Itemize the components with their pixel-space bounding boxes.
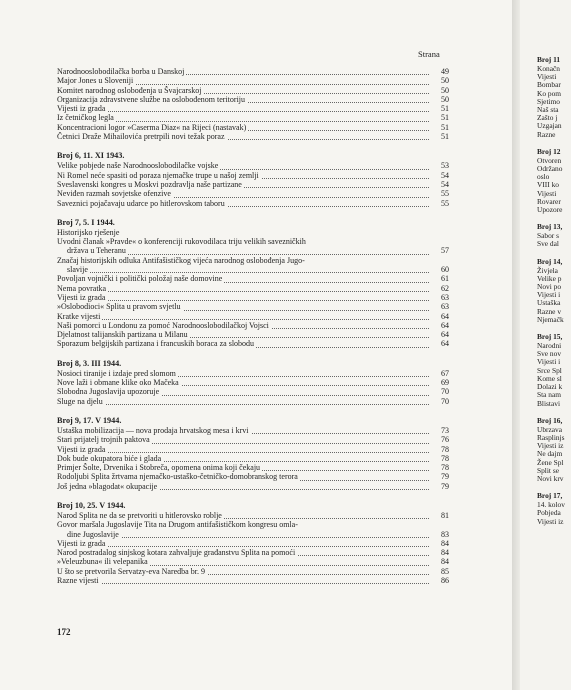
toc-entry-title: Primjer Šolte, Drvenika i Stobreča, opomena onima koji čekaju	[57, 463, 261, 473]
toc-entry-title: Sluge na djelu	[57, 396, 103, 406]
toc-entry	[57, 539, 449, 548]
toc-entry	[57, 104, 449, 113]
toc-entry	[57, 76, 449, 85]
right-toc-line: Vijesti	[537, 72, 557, 82]
toc-entry-page: 50	[431, 86, 449, 95]
toc-entry-title: dine Jugoslavije	[67, 529, 119, 539]
toc-entry-page: 49	[431, 67, 449, 76]
toc-entry-title: U što se pretvorila Servatzy-eva Naredba br. 9	[57, 566, 205, 576]
toc-entry	[57, 246, 449, 255]
dot-leader	[57, 404, 429, 405]
toc-entry-title: Sporazum belgijskih partizana i francuskih boraca za slobodu	[57, 339, 255, 349]
right-toc-line: Razne v	[537, 306, 562, 316]
toc-entry-title: Velike pobjede naše Narodnooslobodilačke vojske	[57, 161, 219, 171]
right-toc-line: Ne dajm	[537, 449, 563, 459]
right-toc-line: Zašto j	[537, 113, 558, 123]
toc-entry-page: 84	[431, 548, 449, 557]
toc-entry	[57, 463, 449, 472]
toc-entry-page: 55	[431, 199, 449, 208]
toc-entry-page: 64	[431, 330, 449, 339]
right-page-fragment	[520, 0, 571, 690]
toc-entry	[57, 113, 449, 122]
toc-entry	[57, 369, 449, 378]
toc-entry-page: 64	[431, 321, 449, 330]
toc-entry-page: 51	[431, 104, 449, 113]
right-toc-line: Rovarer	[537, 196, 561, 206]
right-toc-line: Sve dal	[537, 239, 559, 249]
right-toc-line: Upozore	[537, 205, 563, 215]
toc-entry	[57, 378, 449, 387]
toc-entry	[57, 293, 449, 302]
toc-entry-title: Nove laži i obmane klike oko Mačeka	[57, 378, 179, 388]
toc-entry	[57, 302, 449, 311]
toc-entry-title: Još jedna »blagodat« okupacije	[57, 481, 158, 491]
toc-entry-page: 69	[431, 378, 449, 387]
toc-entry	[57, 132, 449, 141]
right-section-title: Broj 13,	[537, 222, 563, 232]
dot-leader	[67, 537, 429, 538]
toc-entry-title: Saveznici pojačavaju udarce po hitlerovskom taboru	[57, 198, 225, 208]
right-toc-line: Dolazi k	[537, 382, 563, 392]
dot-leader	[57, 319, 429, 320]
toc-entry	[57, 161, 449, 170]
dot-leader	[67, 272, 429, 273]
toc-entry	[57, 228, 449, 237]
toc-entry-title: Organizacija zdravstvene službe na oslobođenom teritoriju	[57, 94, 246, 104]
right-toc-line: Novi krv	[537, 473, 564, 483]
toc-entry	[57, 339, 449, 348]
toc-entry-page: 78	[431, 454, 449, 463]
right-toc-line: Održano	[537, 164, 563, 174]
toc-entry-page: 60	[431, 265, 449, 274]
toc-entry-page: 79	[431, 482, 449, 491]
toc-entry	[57, 171, 449, 180]
toc-entry-title: država u Teheranu	[67, 246, 126, 256]
toc-entry	[57, 576, 449, 585]
right-toc-line: 14. kolov	[537, 500, 565, 510]
toc-entry-title: Djelatnost talijanskih partizana u Milanu	[57, 330, 188, 340]
right-toc-line: Pobjeda	[537, 508, 561, 518]
toc-entry-page: 64	[431, 312, 449, 321]
dot-leader	[57, 583, 429, 584]
toc-entry-page: 63	[431, 293, 449, 302]
right-section-title: Broj 12	[537, 146, 561, 156]
toc-entry	[57, 256, 449, 265]
toc-entry-page: 63	[431, 302, 449, 311]
right-toc-line: Otvoren	[537, 155, 562, 165]
toc-entry	[57, 67, 449, 76]
right-toc-line: Novi po	[537, 282, 562, 292]
section-title: Broj 6, 11. XI 1943.	[57, 151, 125, 161]
toc-entry-title: Povoljan vojnički i politički položaj naše domovine	[57, 274, 223, 284]
toc-entry-page: 70	[431, 397, 449, 406]
toc-entry-page: 78	[431, 445, 449, 454]
right-toc-line: Sabor s	[537, 231, 559, 241]
right-toc-line: Narodni	[537, 341, 562, 351]
toc-entry	[57, 387, 449, 396]
toc-entry-page: 50	[431, 95, 449, 104]
toc-entry	[57, 86, 449, 95]
dot-leader	[57, 291, 429, 292]
right-toc-line: Živjela	[537, 265, 558, 275]
right-toc-line: Rasplinjs	[537, 432, 565, 442]
right-toc-line: Razne	[537, 129, 556, 139]
right-toc-line: Vijesti i	[537, 357, 561, 367]
page-number: 172	[57, 627, 71, 637]
book-gutter	[512, 0, 520, 690]
toc-entry-title: »Veleuzbuna« ili velepanika	[57, 557, 148, 567]
toc-entry	[57, 199, 449, 208]
right-toc-line: Njemačk	[537, 314, 564, 324]
page-column-header: Strana	[418, 49, 440, 59]
toc-entry-page: 79	[431, 472, 449, 481]
table-of-contents	[57, 67, 449, 585]
right-section-title: Broj 14,	[537, 256, 563, 266]
toc-entry	[57, 312, 449, 321]
toc-entry	[57, 445, 449, 454]
right-toc-line: Vijesti iz	[537, 516, 564, 526]
right-toc-line: Ubrzava	[537, 424, 563, 434]
toc-entry-title: Stari prijatelj trojnih paktova	[57, 435, 150, 445]
toc-entry-title: Narod Splita ne da se pretvoriti u hitlerovsko roblje	[57, 510, 222, 520]
section-title: Broj 8, 3. III 1944.	[57, 358, 122, 368]
right-toc-line: Ko pom	[537, 88, 562, 98]
toc-entry-page: 55	[431, 189, 449, 198]
toc-entry-title: Nosioci tiranije i izdaje pred slomom	[57, 368, 176, 378]
toc-entry	[57, 520, 449, 529]
toc-entry	[57, 530, 449, 539]
right-toc-line: Vijesti	[537, 188, 557, 198]
right-section-title: Broj 15,	[537, 332, 563, 342]
toc-entry	[57, 567, 449, 576]
toc-entry-title: slavije	[67, 265, 88, 275]
right-toc-line: Sve nov	[537, 349, 562, 359]
toc-entry	[57, 123, 449, 132]
toc-entry-title: Rodoljubi Splita žrtvama njemačko-ustaško-četničko-domobranskog terora	[57, 472, 298, 482]
toc-entry	[57, 265, 449, 274]
right-toc-line: Žene Spl	[537, 457, 564, 467]
right-toc-line: Naš sta	[537, 105, 559, 115]
toc-entry-page: 81	[431, 511, 449, 520]
right-toc-line: Uzgajan	[537, 121, 562, 131]
toc-entry-title: Narodnooslobodilačka borba u Danskoj	[57, 67, 185, 76]
toc-entry-title: Komitet narodnog oslobođenja u Švajcarskoj	[57, 85, 202, 95]
toc-entry-title: »Oslobodioci« Splita u pravom svjetlu	[57, 302, 181, 312]
toc-entry	[57, 426, 449, 435]
right-toc-line: Velike p	[537, 273, 562, 283]
toc-entry-title: Naši pomorci u Londonu za pomoć Narodnooslobodilačkoj Vojsci	[57, 320, 269, 330]
toc-entry	[57, 321, 449, 330]
toc-entry-title: Narod postradalog sinjskog kotara zahvaljuje građanstvu Splita na pomoći	[57, 548, 296, 558]
right-section-title: Broj 17,	[537, 491, 563, 501]
toc-entry-page: 62	[431, 284, 449, 293]
toc-entry	[57, 472, 449, 481]
right-toc-line: Bombar	[537, 80, 561, 90]
toc-entry-page: 51	[431, 113, 449, 122]
toc-entry-title: Uvodni članak »Pravde« o konferenciji rukovodilaca triju velikih savezničkih	[57, 237, 306, 247]
dot-leader	[57, 111, 429, 112]
toc-entry-title: Koncentracioni logor »Caserma Diaz« na Rijeci (nastavak)	[57, 122, 247, 132]
toc-entry-page: 85	[431, 567, 449, 576]
right-toc-line: Kome sl	[537, 373, 562, 383]
toc-entry-page: 84	[431, 539, 449, 548]
toc-entry-page: 86	[431, 576, 449, 585]
right-page-toc	[537, 55, 571, 526]
toc-entry	[57, 548, 449, 557]
toc-entry	[57, 454, 449, 463]
right-section-title: Broj 11	[537, 55, 561, 64]
right-toc-line: Vijesti i	[537, 290, 561, 300]
toc-entry-page: 76	[431, 435, 449, 444]
right-toc-line: oslo	[537, 172, 550, 182]
toc-entry-page: 64	[431, 339, 449, 348]
toc-entry-title: Ni Romel neće spasiti od poraza njemačke trupe u našoj zemlji	[57, 170, 259, 180]
toc-entry-title: Dok bude okupatora biće i glada	[57, 453, 162, 463]
toc-entry-title: Razne vijesti	[57, 576, 99, 586]
section-title: Broj 10, 25. V 1944.	[57, 500, 126, 510]
toc-entry-title: Sveslavenski kongres u Moskvi pozdravlja naše partizane	[57, 179, 242, 189]
toc-entry	[57, 557, 449, 566]
toc-entry-title: Vijesti iz grada	[57, 292, 106, 302]
right-toc-line: Sjetimo	[537, 96, 560, 106]
toc-entry-page: 70	[431, 387, 449, 396]
section-title: Broj 7, 5. I 1944.	[57, 217, 115, 227]
right-toc-line: Blistavi	[537, 398, 560, 408]
toc-entry-page: 53	[431, 161, 449, 170]
toc-entry-page: 54	[431, 171, 449, 180]
section-title: Broj 9, 17. V 1944.	[57, 415, 122, 425]
toc-entry-page: 83	[431, 530, 449, 539]
right-toc-line: Srce Spl	[537, 365, 562, 375]
right-toc-line: VIII ko	[537, 180, 559, 190]
right-section-title: Broj 16,	[537, 415, 563, 425]
toc-entry-page: 78	[431, 463, 449, 472]
toc-entry-page: 73	[431, 426, 449, 435]
toc-entry-page: 54	[431, 180, 449, 189]
toc-entry	[57, 482, 449, 491]
toc-entry-page: 50	[431, 76, 449, 85]
toc-entry-page: 84	[431, 557, 449, 566]
toc-entry-page: 67	[431, 369, 449, 378]
toc-entry-title: Četnici Draže Mihailovića pretrpili novi težak poraz	[57, 132, 225, 142]
dot-leader	[57, 546, 429, 547]
toc-entry	[57, 284, 449, 293]
dot-leader	[57, 452, 429, 453]
toc-entry-page: 51	[431, 123, 449, 132]
toc-entry-title: Vijesti iz grada	[57, 444, 106, 454]
toc-entry-title: Iz četničkog legla	[57, 113, 114, 123]
toc-entry-title: Kratke vijesti	[57, 311, 101, 321]
toc-entry-title: Vijesti iz grada	[57, 104, 106, 114]
toc-entry-page: 61	[431, 274, 449, 283]
toc-entry-title: Slobodna Jugoslavija upozoruje	[57, 387, 160, 397]
toc-entry-title: Vijesti iz grada	[57, 538, 106, 548]
toc-entry	[57, 330, 449, 339]
right-toc-line: Konačn	[537, 64, 560, 73]
toc-entry-title: Historijsko rješenje	[57, 227, 120, 237]
toc-entry	[57, 511, 449, 520]
toc-entry	[57, 180, 449, 189]
toc-entry-title: Ustaška mobilizacija — nova prodaja hrvatskog mesa i krvi	[57, 425, 249, 435]
toc-entry	[57, 397, 449, 406]
right-toc-line: Split se	[537, 465, 559, 475]
toc-entry-title: Govor maršala Jugoslavije Tita na Drugom antifašističkom kongresu omla-	[57, 520, 298, 530]
right-toc-line: Ustaška	[537, 298, 561, 308]
toc-entry-title: Major Jones u Sloveniji	[57, 76, 134, 86]
toc-entry	[57, 435, 449, 444]
toc-entry	[57, 95, 449, 104]
toc-entry	[57, 237, 449, 246]
right-toc-line: Vijesti iz	[537, 441, 564, 451]
toc-entry-page: 57	[431, 246, 449, 255]
right-toc-line: Sta nam	[537, 390, 562, 400]
toc-entry-title: Značaj historijskih odluka Antifašističkog vijeća narodnog oslobođenja Jugo-	[57, 255, 305, 265]
toc-entry	[57, 274, 449, 283]
toc-entry-page: 51	[431, 132, 449, 141]
toc-entry-title: Nema povratka	[57, 283, 107, 293]
toc-entry-title: Neviđen razmah sovjetske ofenzive	[57, 189, 171, 199]
dot-leader	[57, 300, 429, 301]
toc-entry	[57, 189, 449, 198]
